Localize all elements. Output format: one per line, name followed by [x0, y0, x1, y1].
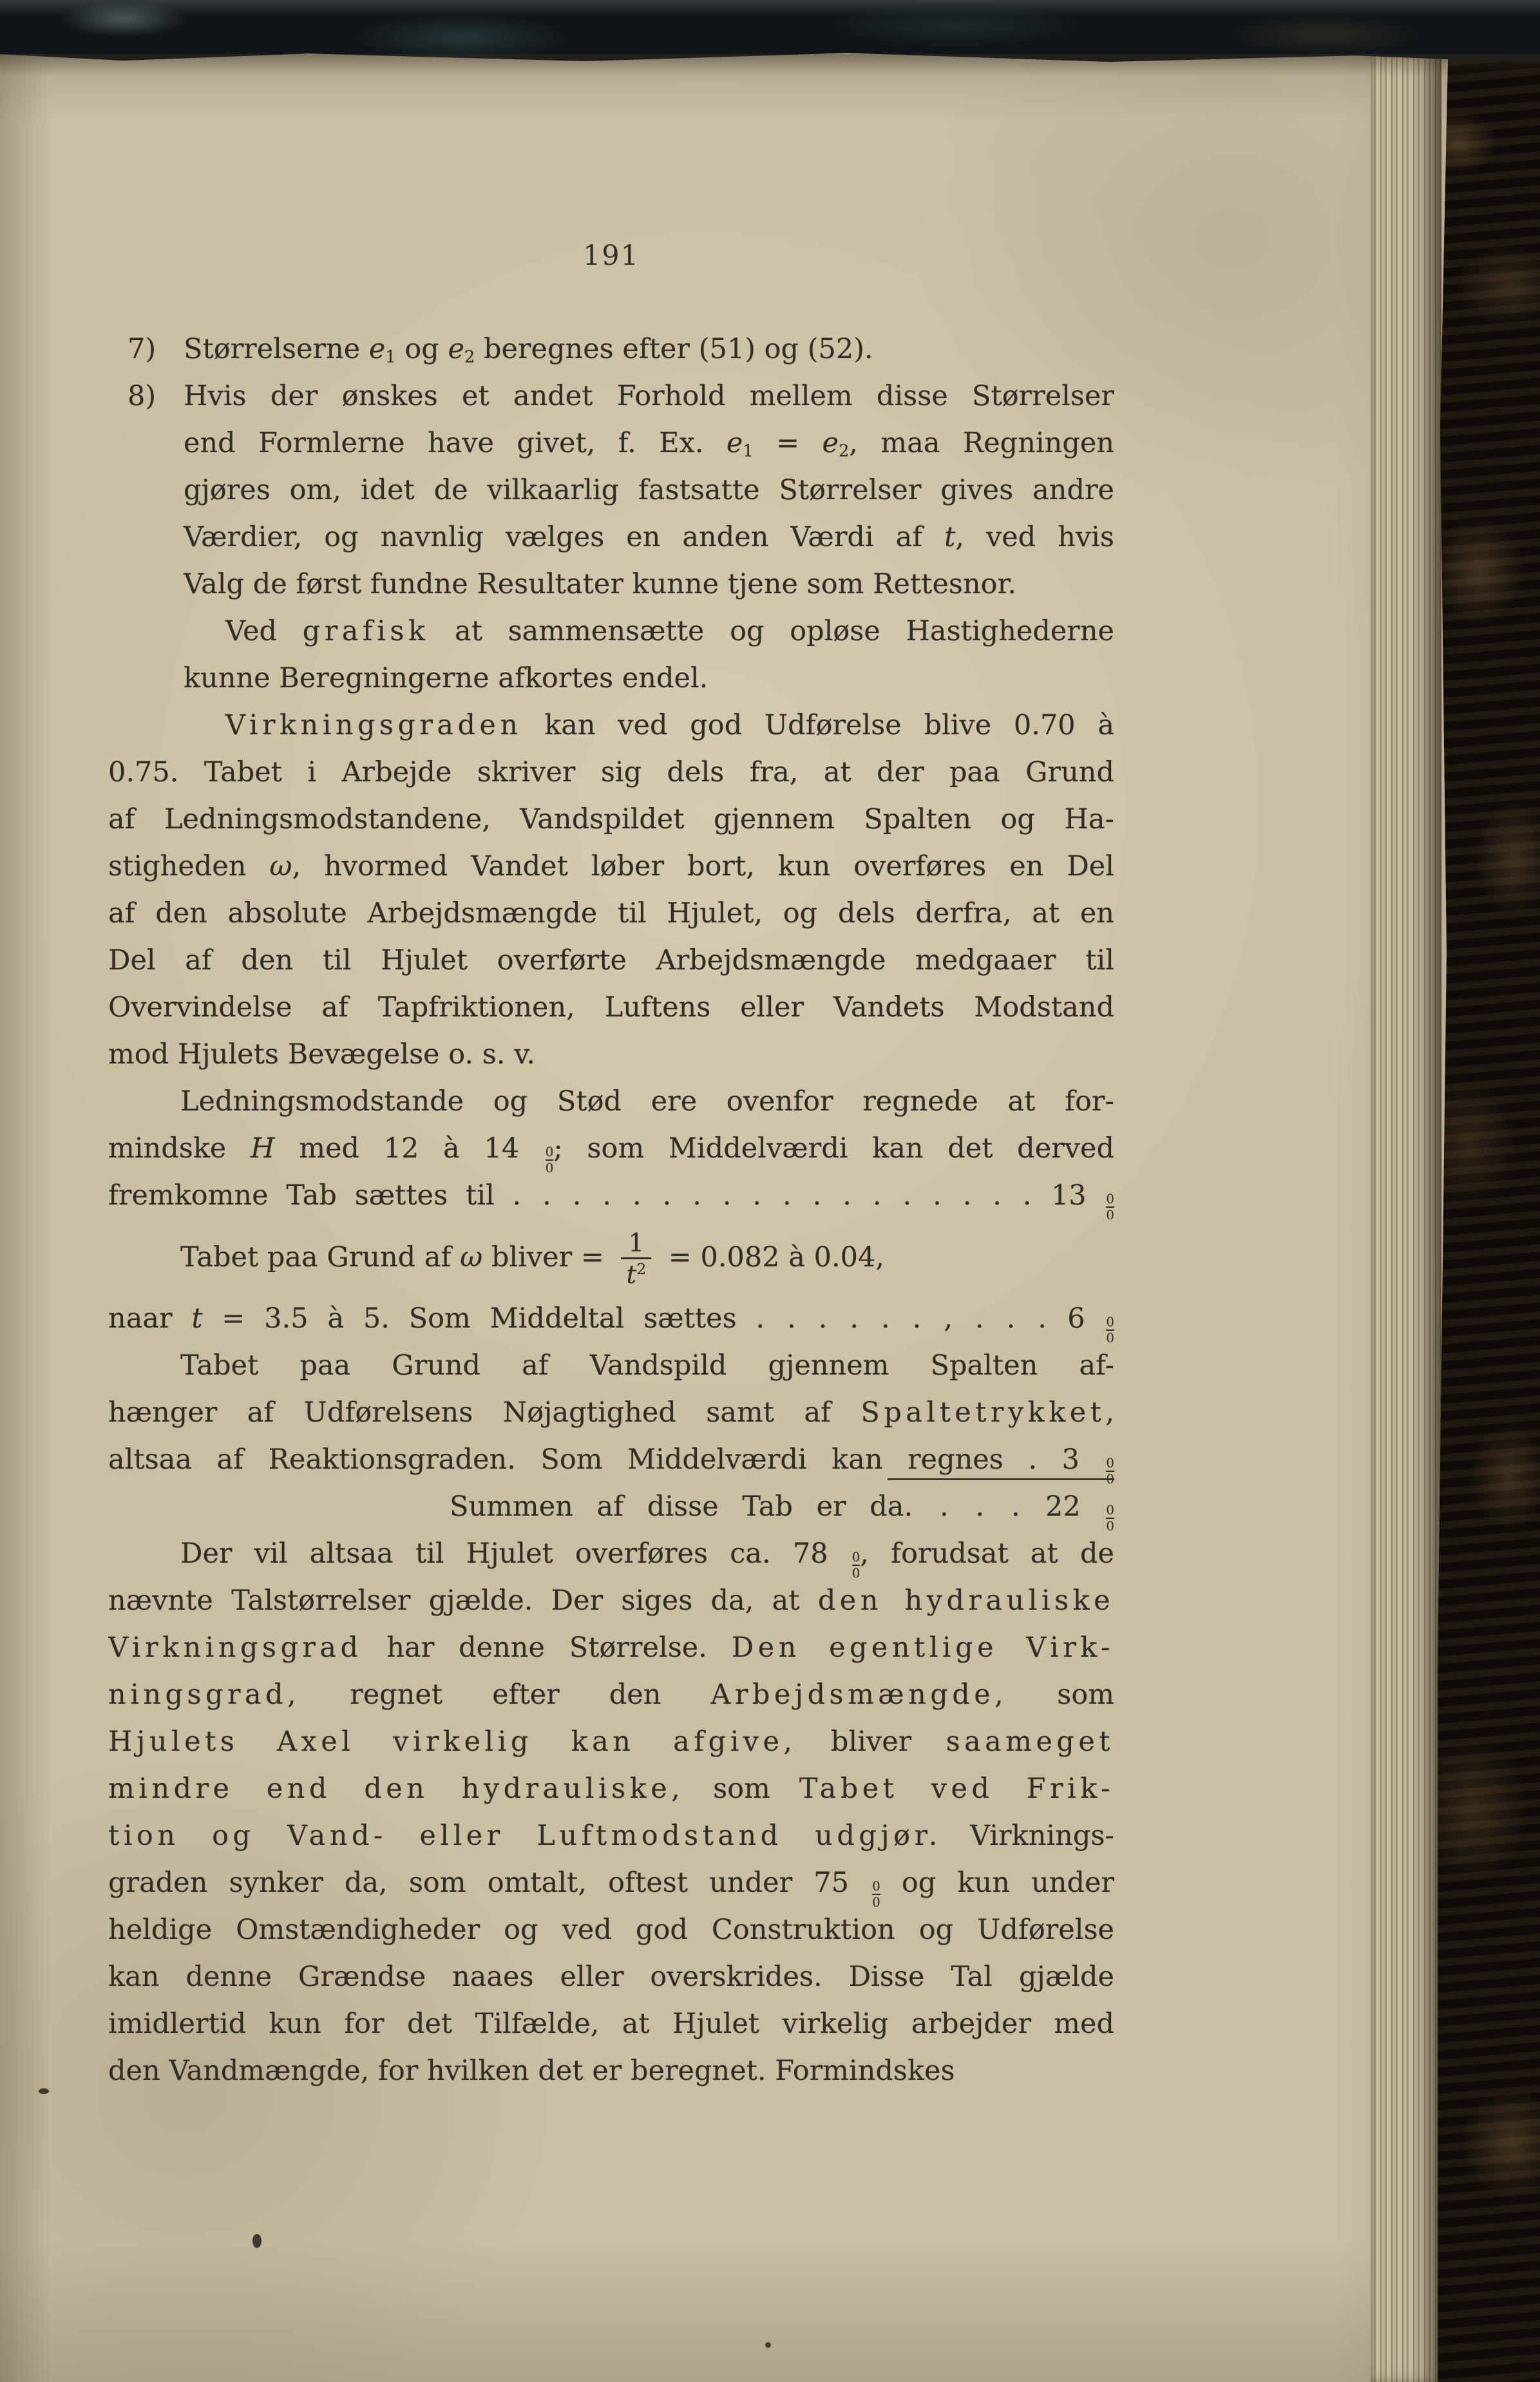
text-line: [108, 1766, 1114, 1813]
text-segment: at sammensætte og opløse Hastighederne: [429, 615, 1114, 647]
text-segment: , ved hvis: [955, 521, 1114, 553]
text-segment: imidlertid kun for det Tilfælde, at Hjulet virkelig arbejder med: [108, 2008, 1114, 2040]
text-segment: Tabet paa Grund af Vandspild gjennem Spalten af-: [180, 1349, 1114, 1382]
text-segment: . . . . . . , . . .: [756, 1302, 1049, 1335]
percent-mark: $\frac{0}{0}$: [1106, 1457, 1114, 1483]
text-line: [108, 984, 1114, 1031]
paper-speck: [39, 2088, 49, 2094]
text-line: [108, 373, 1114, 420]
text-line: [108, 1342, 1114, 1389]
text-segment: nævnte Talstørrelser gjælde. Der siges da, at: [108, 1585, 818, 1617]
text-segment: end Formlerne have givet, f. Ex.: [184, 427, 727, 459]
text-segment: regnet efter den: [300, 1679, 711, 1711]
text-segment: mindre end den hydrauliske,: [108, 1773, 685, 1805]
text-line: [108, 1483, 1114, 1530]
text-segment: Del af den til Hjulet overførte Arbejdsmængde medgaaer til: [108, 944, 1114, 977]
text-segment: ω: [460, 1241, 483, 1273]
text-segment: , hvormed Vandet løber bort, kun overføres en Del: [292, 850, 1114, 882]
text-segment: den hydrauliske: [817, 1585, 1114, 1617]
text-line: [108, 1295, 1114, 1342]
page-text: [108, 326, 1114, 2095]
text-line: [108, 1813, 1114, 1860]
text-segment: mod Hjulets Bevægelse o. s. v.: [108, 1038, 535, 1071]
text-segment: af den absolute Arbejdsmængde til Hjulet, og dels derfra, at en: [108, 897, 1114, 929]
text-line: [108, 1860, 1114, 1907]
text-segment: bliver: [796, 1726, 946, 1758]
text-segment: Tabet paa Grund af: [180, 1241, 461, 1273]
text-segment: ,: [1105, 1396, 1114, 1429]
text-segment: har denne Størrelse.: [362, 1632, 732, 1664]
text-segment: grafisk: [302, 615, 430, 647]
text-line: [108, 1907, 1114, 1954]
text-line: [108, 561, 1114, 608]
text-segment: Valg de først fundne Resultater kunne tjene som Rettesnor.: [184, 568, 1017, 600]
text-segment: Arbejdsmængde,: [710, 1679, 1008, 1711]
text-segment: som: [684, 1773, 799, 1805]
text-line: [108, 1719, 1114, 1766]
text-line: [108, 1954, 1114, 2001]
text-segment: bliver =: [482, 1241, 613, 1273]
text-line: [108, 420, 1114, 467]
page-edges-strip: [1371, 19, 1441, 2382]
text-line: [108, 1577, 1114, 1625]
text-line: [108, 1530, 1114, 1577]
text-segment: graden synker da, som omtalt, oftest under 75: [108, 1867, 871, 1899]
text-segment: Virkningsgraden: [225, 709, 522, 741]
text-line: [108, 1625, 1114, 1672]
text-segment: 2: [838, 441, 850, 461]
text-segment: 1: [743, 441, 754, 461]
text-segment: t: [944, 521, 956, 553]
text-segment: 22: [1022, 1491, 1105, 1523]
percent-mark: $\frac{0}{0}$: [872, 1880, 880, 1907]
text-line: [108, 937, 1114, 984]
text-segment: Værdier, og navnlig vælges en anden Værdi af: [184, 521, 945, 553]
text-segment: Virknings-: [941, 1820, 1114, 1852]
text-segment: e: [726, 427, 743, 459]
text-line: [108, 1078, 1114, 1125]
percent-mark: $\frac{0}{0}$: [546, 1146, 554, 1172]
text-segment: = 0.082 à 0.04,: [660, 1241, 884, 1273]
text-segment: e: [448, 333, 464, 365]
text-line: [108, 1672, 1114, 1719]
text-segment: H: [251, 1132, 275, 1165]
text-segment: . . . . . . . . . . . . . . . . . .: [512, 1179, 1034, 1212]
text-segment: , maa Regningen: [849, 427, 1114, 459]
percent-mark: $\frac{0}{0}$: [1106, 1504, 1114, 1530]
text-segment: saameget: [946, 1726, 1114, 1758]
page-number: 191: [582, 240, 640, 272]
text-line: [108, 890, 1114, 937]
text-line: [108, 514, 1114, 561]
percent-mark: $\frac{0}{0}$: [852, 1551, 860, 1577]
text-segment: Tabet ved Frik-: [799, 1773, 1114, 1805]
text-segment: Spaltetrykket: [860, 1396, 1106, 1429]
text-segment: den Vandmængde, for hvilken det er beregnet. Formindskes: [108, 2055, 955, 2087]
text-segment: ; som Middelværdi kan det derved: [553, 1132, 1114, 1165]
text-segment: kan ved god Udførelse blive 0.70 à: [522, 709, 1114, 741]
text-segment: 1: [385, 347, 396, 367]
paper-speck: [765, 2342, 771, 2348]
text-line: [108, 1436, 1114, 1483]
percent-mark: $\frac{0}{0}$: [1106, 1193, 1114, 1219]
text-segment: og: [395, 333, 448, 365]
fraction: $\frac{1}{t^2}$: [619, 1229, 653, 1290]
text-segment: ω: [269, 850, 292, 882]
text-segment: mindske: [108, 1132, 251, 1165]
text-line: [108, 749, 1114, 796]
text-segment: 13: [1033, 1179, 1105, 1212]
text-segment: af Ledningsmodstandene, Vandspildet gjennem Spalten og Ha-: [108, 803, 1114, 835]
text-line: [108, 1031, 1114, 1078]
text-line: [108, 467, 1114, 514]
text-segment: med 12 à 14: [274, 1132, 544, 1165]
text-segment: Den egentlige Virk-: [731, 1632, 1114, 1664]
text-segment: Størrelserne: [184, 333, 369, 365]
percent-mark: $\frac{0}{0}$: [1106, 1316, 1114, 1342]
text-line: [108, 2001, 1114, 2048]
text-line: [108, 608, 1114, 655]
text-segment: kan denne Grændse naaes eller overskrides. Disse Tal gjælde: [108, 1961, 1114, 1993]
text-segment: tion og Vand- eller Luftmodstand udgjør.: [108, 1820, 942, 1852]
text-segment: naar: [108, 1302, 192, 1335]
text-segment: e: [368, 333, 386, 365]
text-line: [108, 702, 1114, 749]
text-segment: stigheden: [108, 850, 270, 882]
text-line: [108, 1389, 1114, 1436]
text-segment: som: [1007, 1679, 1114, 1711]
text-segment: kunne Beregningerne afkortes endel.: [184, 662, 708, 694]
paper-speck: [252, 2234, 261, 2248]
text-line: [108, 326, 1114, 373]
text-segment: e: [822, 427, 839, 459]
text-segment: . . . .: [904, 1491, 1022, 1523]
text-segment: 0.75. Tabet i Arbejde skriver sig dels fra, at der paa Grund: [108, 756, 1114, 788]
text-segment: Virkningsgrad: [108, 1632, 363, 1664]
text-segment: Der vil altsaa til Hjulet overføres ca. 78: [180, 1538, 850, 1570]
text-segment: 6: [1048, 1302, 1105, 1335]
text-segment: ningsgrad,: [108, 1679, 301, 1711]
text-line: [108, 1172, 1114, 1219]
text-line: [108, 843, 1114, 890]
text-segment: fremkomne Tab sættes til: [108, 1179, 513, 1212]
text-segment: = 3.5 à 5. Som Middeltal sættes: [202, 1302, 756, 1335]
text-segment: Hjulets Axel virkelig kan afgive,: [108, 1726, 797, 1758]
list-marker: 8): [128, 380, 157, 412]
text-segment: og kun under: [880, 1867, 1114, 1899]
text-segment: hænger af Udførelsens Nøjagtighed samt af: [108, 1396, 861, 1429]
text-segment: gjøres om, idet de vilkaarlig fastsatte Størrelser gives andre: [184, 474, 1114, 506]
text-segment: Summen af disse Tab er da: [450, 1491, 904, 1523]
text-segment: 3: [1061, 1443, 1105, 1476]
text-segment: beregnes efter (51) og (52).: [475, 333, 873, 365]
list-marker: 7): [128, 333, 157, 365]
text-line: [108, 1125, 1114, 1172]
text-segment: , forudsat at de: [860, 1538, 1114, 1570]
text-segment: Ledningsmodstande og Stød ere ovenfor regnede at for-: [180, 1085, 1114, 1118]
text-segment: Overvindelse af Tapfriktionen, Luftens eller Vandets Modstand: [108, 991, 1114, 1024]
top-edge-shadow: [0, 54, 1540, 76]
text-segment: Hvis der ønskes et andet Forhold mellem disse Størrelser: [184, 380, 1114, 412]
text-line: [108, 2048, 1114, 2095]
text-segment: =: [753, 427, 822, 459]
text-line: [108, 655, 1114, 702]
book-fore-edge: [1438, 0, 1540, 2382]
text-segment: altsaa af Reaktionsgraden. Som Middelværdi kan regnes .: [108, 1443, 1062, 1476]
text-segment: 2: [464, 347, 475, 367]
text-line: [108, 1219, 1114, 1295]
text-segment: Ved: [225, 615, 303, 647]
text-line: [108, 796, 1114, 843]
text-segment: t: [191, 1302, 203, 1335]
text-segment: heldige Omstændigheder og ved god Construktion og Udførelse: [108, 1914, 1114, 1946]
